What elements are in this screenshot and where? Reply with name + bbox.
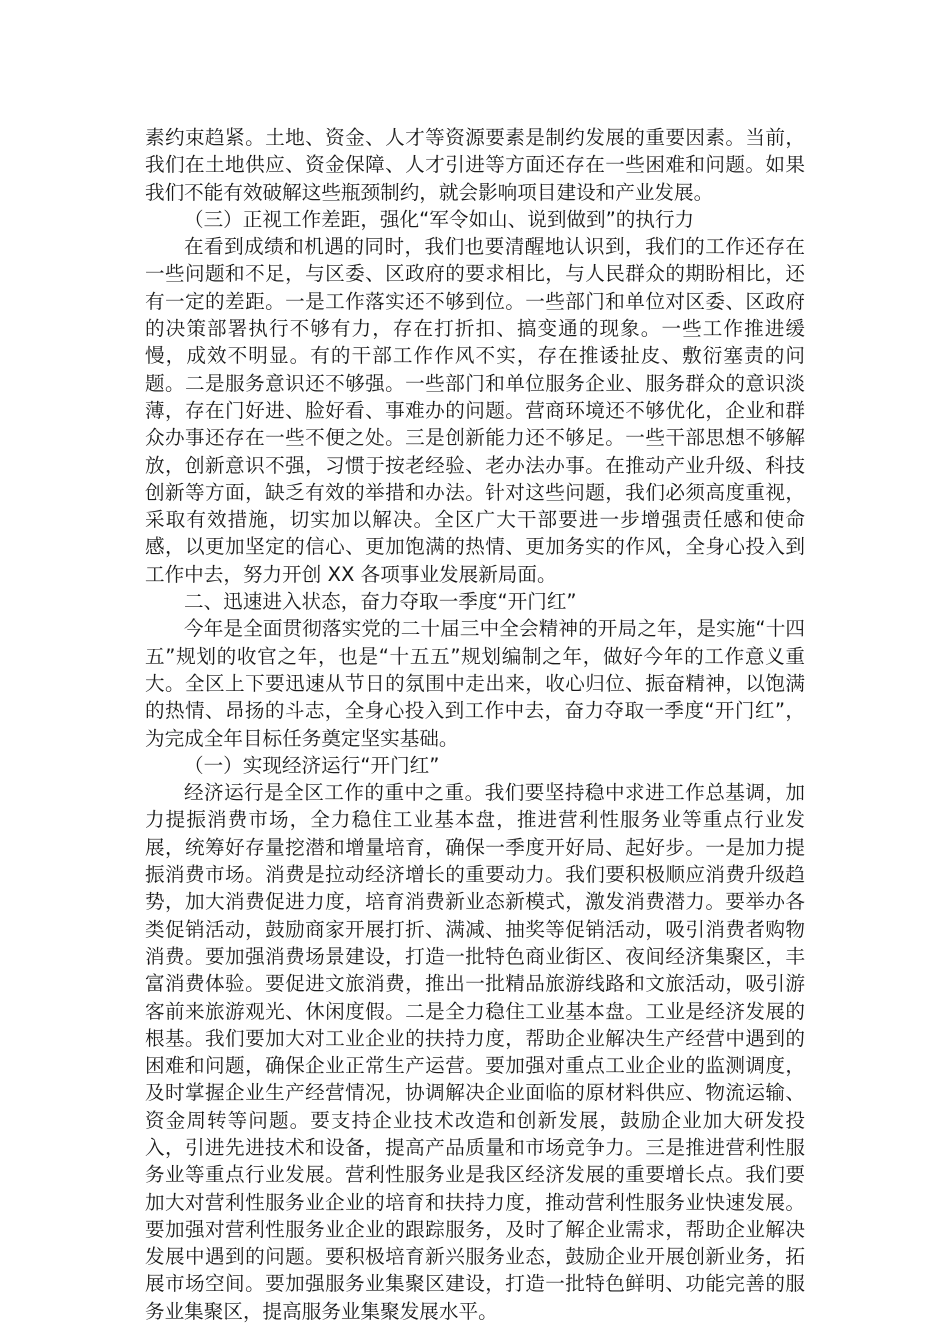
paragraph-continuation: 素约束趋紧。土地、资金、人才等资源要素是制约发展的重要因素。当前，我们在土地供应、资金保障、人才引进等方面还存在一些困难和问题。如果我们不能有效破解这些瓶颈制约，就会影响项目建设和产业发展。	[145, 126, 805, 204]
section-heading-3: （三）正视工作差距，强化“军令如山、说到做到”的执行力	[184, 207, 695, 231]
body-paragraph: 在看到成绩和机遇的同时，我们也要清醒地认识到，我们的工作还存在一些问题和不足，与区委、区政府的要求相比，与人民群众的期盼相比，还有一定的差距。一是工作落实还不够到位。一些部门和单位对区委、区政府的决策部署执行不够有力，存在打折扣、搞变通的现象。一些工作推进缓慢，成效不明显。有的干部工作作风不实，存在推诿扯皮、敷衍塞责的问题。二是服务意识还不够强。一些部门和单位服务企业、服务群众的意识淡薄，存在门好进、脸好看、事难办的问题。营商环境还不够优化，企业和群众办事还存在一些不便之处。三是创新能力还不够足。一些干部思想不够解放，创新意识不强，习惯于按老经验、老办法办事。在推动产业升级、科技创新等方面，缺乏有效的举措和办法。针对这些问题，我们必须高度重视，采取有效措施，切实加以解决。全区广大干部要进一步增强责任感和使命感，以更加坚定的信心、更加饱满的热情、更加务实的作风，全身心投入到工作中去，努力开创 XX 各项事业发展新局面。	[145, 235, 805, 586]
chapter-heading-2: 二、迅速进入状态，奋力夺取一季度“开门红”	[184, 590, 577, 614]
section-heading-1: （一）实现经济运行“开门红”	[184, 753, 440, 777]
body-paragraph: 今年是全面贯彻落实党的二十届三中全会精神的开局之年，是实施“十四五”规划的收官之年，也是“十五五”规划编制之年，做好今年的工作意义重大。全区上下要迅速从节日的氛围中走出来，收心归位、振奋精神，以饱满的热情、昂扬的斗志，全身心投入到工作中去，奋力夺取一季度“开门红”，为完成全年目标任务奠定坚实基础。	[145, 617, 805, 750]
document-page	[145, 124, 805, 1325]
body-paragraph: 经济运行是全区工作的重中之重。我们要坚持稳中求进工作总基调，加力提振消费市场，全力稳住工业基本盘，推进营利性服务业等重点行业发展，统筹好存量挖潜和增量培育，确保一季度开好局、起好步。一是加力提振消费市场。消费是拉动经济增长的重要动力。我们要积极顺应消费升级趋势，加大消费促进力度，培育消费新业态新模式，激发消费潜力。要举办各类促销活动，鼓励商家开展打折、满减、抽奖等促销活动，吸引消费者购物消费。要加强消费场景建设，打造一批特色商业街区、夜间经济集聚区，丰富消费体验。要促进文旅消费，推出一批精品旅游线路和文旅活动，吸引游客前来旅游观光、休闲度假。二是全力稳住工业基本盘。工业是经济发展的根基。我们要加大对工业企业的扶持力度，帮助企业解决生产经营中遇到的困难和问题，确保企业正常生产运营。要加强对重点工业企业的监测调度，及时掌握企业生产经营情况，协调解决企业面临的原材料供应、物流运输、资金周转等问题。要支持企业技术改造和创新发展，鼓励企业加大研发投入，引进先进技术和设备，提高产品质量和市场竞争力。三是推进营利性服务业等重点行业发展。营利性服务业是我区经济发展的重要增长点。我们要加大对营利性服务业企业的培育和扶持力度，推动营利性服务业快速发展。要加强对营利性服务业企业的跟踪服务，及时了解企业需求，帮助企业解决发展中遇到的问题。要积极培育新兴服务业态，鼓励企业开展创新业务，拓展市场空间。要加强服务业集聚区建设，打造一批特色鲜明、功能完善的服务业集聚区，提高服务业集聚发展水平。	[145, 781, 805, 1323]
